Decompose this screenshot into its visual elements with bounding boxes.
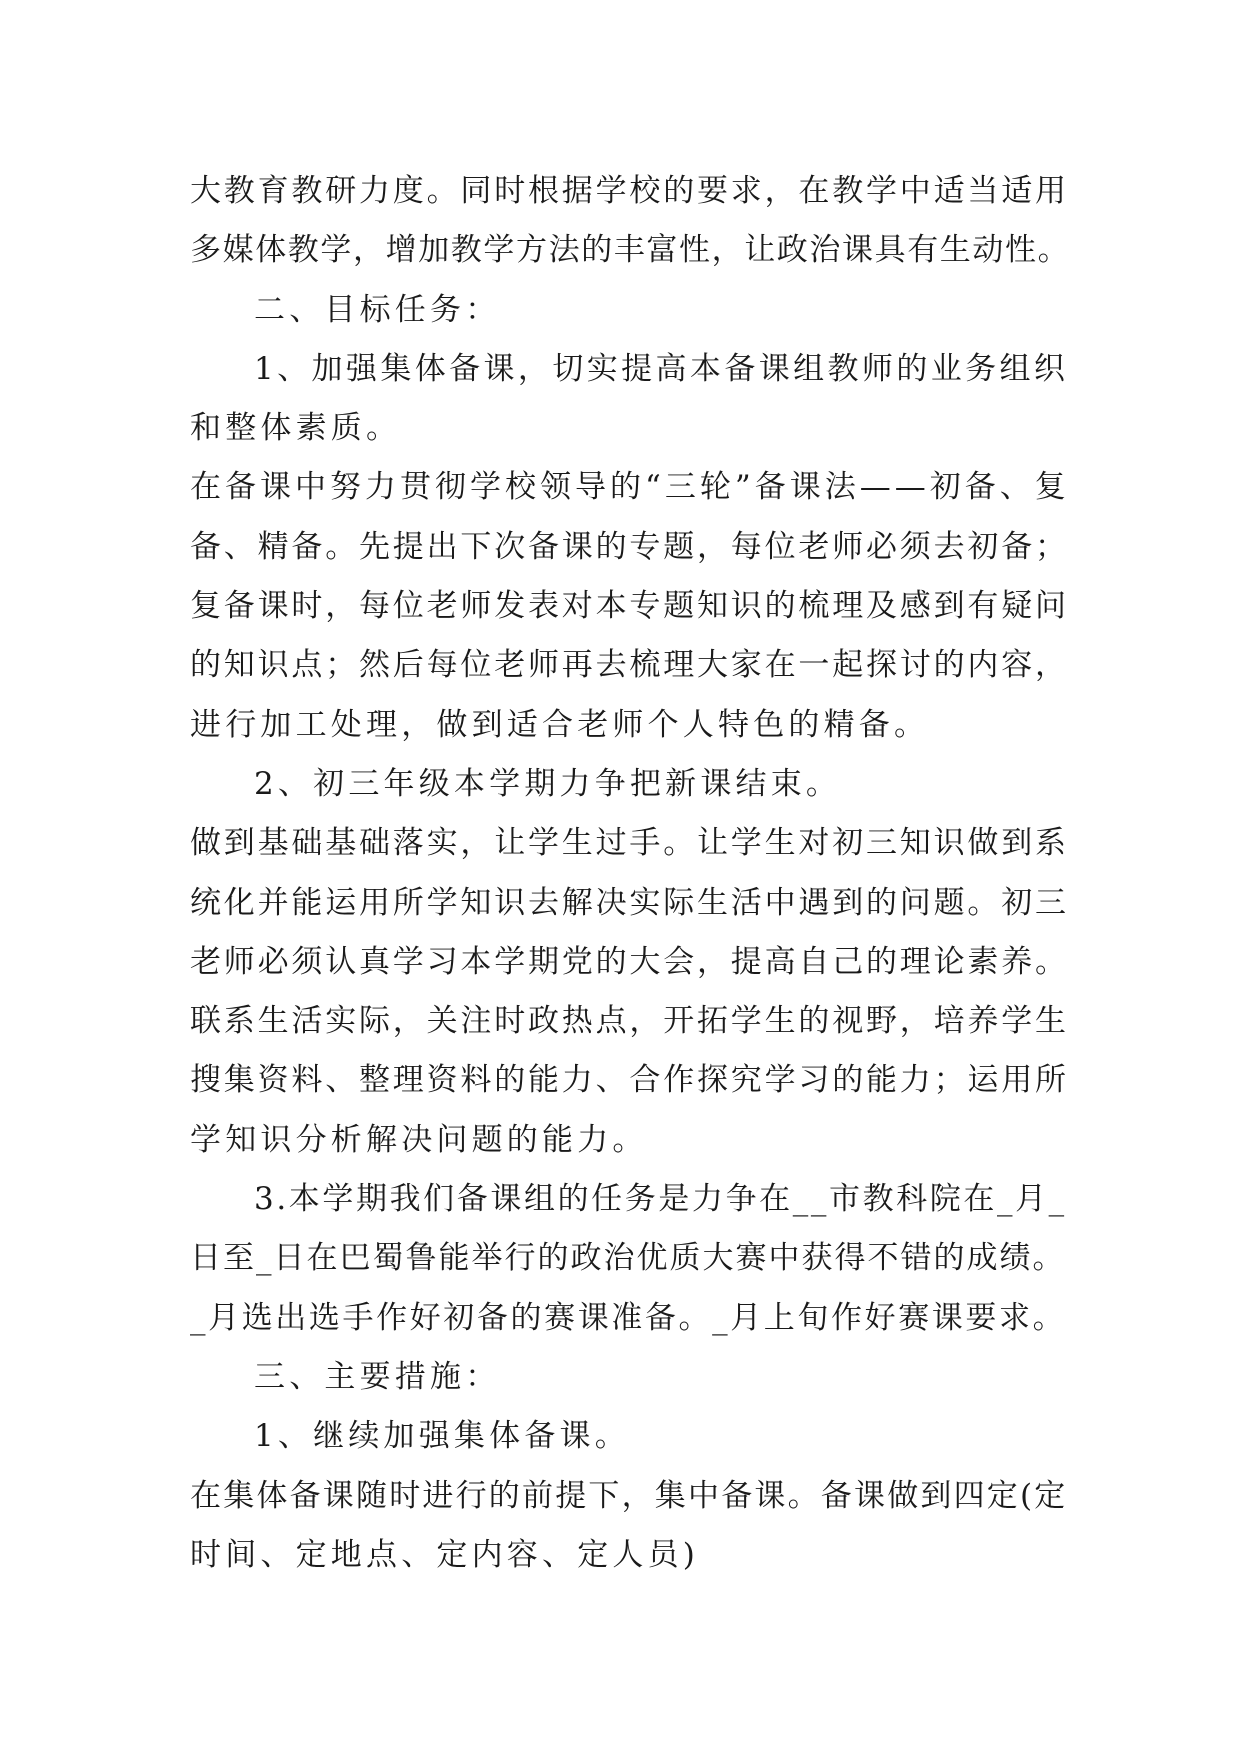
text-line: 日至_日在巴蜀鲁能举行的政治优质大赛中获得不错的成绩。 xyxy=(190,1240,1066,1277)
text-line: 1、继续加强集体备课。 xyxy=(254,1418,630,1455)
text-line: 搜集资料、整理资料的能力、合作探究学习的能力；运用所 xyxy=(190,1062,1069,1099)
text-line: 大教育教研力度。同时根据学校的要求，在教学中适当适用 xyxy=(190,173,1069,209)
text-line: 3.本学期我们备课组的任务是力争在__市教科院在_月_ xyxy=(254,1181,1067,1218)
text-line: 多媒体教学，增加教学方法的丰富性，让政治课具有生动性。 xyxy=(190,232,1071,269)
text-line: 联系生活实际，关注时政热点，开拓学生的视野，培养学生 xyxy=(190,1003,1069,1040)
document-body xyxy=(190,162,1070,1585)
text-line: 备、精备。先提出下次备课的专题，每位老师必须去初备； xyxy=(190,528,1069,565)
text-line: 复备课时，每位老师发表对本专题知识的梳理及感到有疑问 xyxy=(190,588,1069,625)
text-line: 老师必须认真学习本学期党的大会，提高自己的理论素养。 xyxy=(190,943,1069,980)
text-line: 1、加强集体备课，切实提高本备课组教师的业务组织 xyxy=(254,350,1069,387)
text-line: 和整体素质。 xyxy=(190,410,402,447)
text-line: 进行加工处理，做到适合老师个人特色的精备。 xyxy=(190,706,930,743)
text-line: 做到基础基础落实，让学生过手。让学生对初三知识做到系 xyxy=(190,825,1069,862)
text-line: 的知识点；然后每位老师再去梳理大家在一起探讨的内容， xyxy=(190,647,1069,684)
text-line: 学知识分析解决问题的能力。 xyxy=(190,1121,648,1158)
text-line: 在备课中努力贯彻学校领导的“三轮”备课法——初备、复 xyxy=(190,469,1070,506)
text-line: 在集体备课随时进行的前提下，集中备课。备课做到四定(定 xyxy=(190,1477,1068,1514)
text-line: 统化并能运用所学知识去解决实际生活中遇到的问题。初三 xyxy=(190,884,1069,921)
text-line: 三、主要措施： xyxy=(254,1358,501,1395)
text-line: _月选出选手作好初备的赛课准备。_月上旬作好赛课要求。 xyxy=(190,1299,1067,1336)
text-line: 2、初三年级本学期力争把新课结束。 xyxy=(254,765,842,802)
text-line: 二、目标任务： xyxy=(254,291,501,328)
text-line: 时间、定地点、定内容、定人员) xyxy=(190,1536,700,1573)
